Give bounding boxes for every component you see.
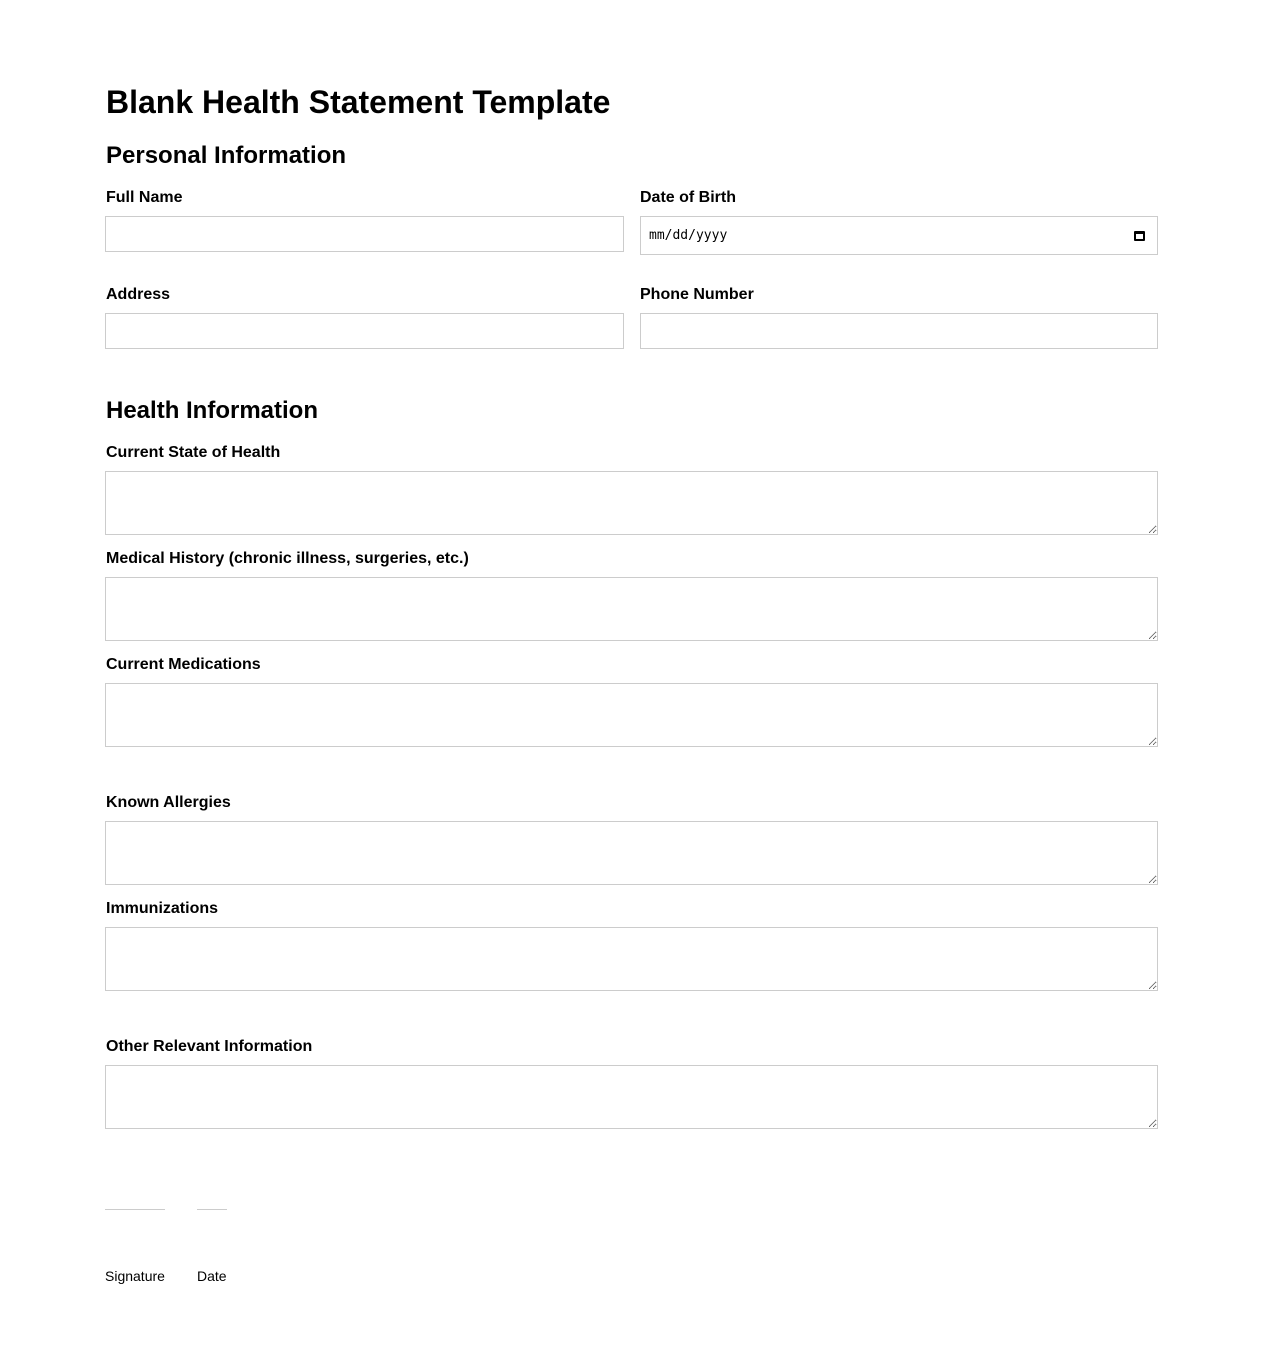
other-info-textarea[interactable] xyxy=(105,1065,1158,1129)
allergies-label: Known Allergies xyxy=(106,794,231,811)
medications-label: Current Medications xyxy=(106,656,261,673)
other-info-label: Other Relevant Information xyxy=(106,1038,313,1055)
immunizations-textarea[interactable] xyxy=(105,927,1158,991)
date-line xyxy=(197,1209,227,1210)
current-health-label: Current State of Health xyxy=(106,444,281,461)
dob-placeholder: mm/dd/yyyy xyxy=(649,228,728,243)
immunizations-label: Immunizations xyxy=(106,900,219,917)
personal-info-heading: Personal Information xyxy=(106,142,347,169)
calendar-icon[interactable] xyxy=(1134,231,1145,241)
dob-input[interactable] xyxy=(640,216,1158,255)
dob-label: Date of Birth xyxy=(640,189,736,206)
address-input[interactable] xyxy=(105,313,624,349)
signature-label: Signature xyxy=(105,1268,165,1284)
medical-history-label: Medical History (chronic illness, surgeries, etc.) xyxy=(106,550,469,567)
signature-line xyxy=(105,1209,165,1210)
allergies-textarea[interactable] xyxy=(105,821,1158,885)
medications-textarea[interactable] xyxy=(105,683,1158,747)
full-name-label: Full Name xyxy=(106,189,183,206)
page-title: Blank Health Statement Template xyxy=(106,84,611,120)
address-label: Address xyxy=(106,286,171,303)
medical-history-textarea[interactable] xyxy=(105,577,1158,641)
health-info-heading: Health Information xyxy=(106,397,319,424)
signature-date-label: Date xyxy=(197,1268,227,1284)
phone-input[interactable] xyxy=(640,313,1158,349)
phone-label: Phone Number xyxy=(640,286,754,303)
full-name-input[interactable] xyxy=(105,216,624,252)
current-health-textarea[interactable] xyxy=(105,471,1158,535)
